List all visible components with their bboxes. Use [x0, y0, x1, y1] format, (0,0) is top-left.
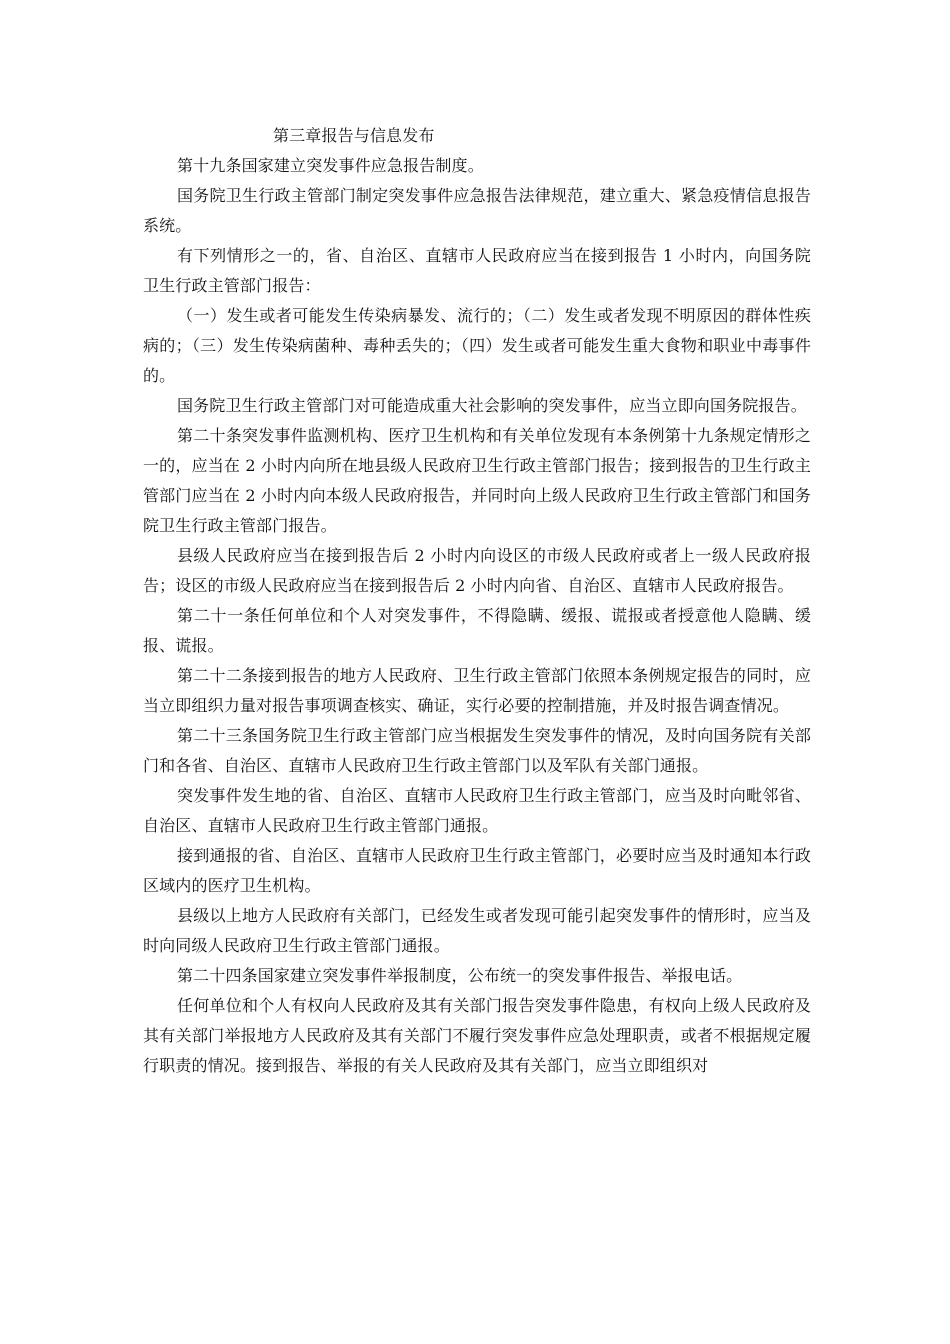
chapter-title: 第三章报告与信息发布: [273, 126, 435, 145]
paragraph-list: （一）发生或者可能发生传染病暴发、流行的；（二）发生或者发现不明原因的群体性疾病的；（三）发生传染病菌种、毒种丢失的；（四）发生或者可能发生重大食物和职业中毒事件的。: [143, 306, 811, 385]
paragraph-article-20: 第二十条突发事件监测机构、医疗卫生机构和有关单位发现有本条例第十九条规定情形之一的，应当在 2 小时内向所在地县级人民政府卫生行政主管部门报告；接到报告的卫生行政主管部门应当在 2 小时内向本级人民政府报告，并同时向上级人民政府卫生行政主管部门和国务院卫生行政主管部门报告。: [143, 426, 811, 535]
paragraph-article-24: 第二十四条国家建立突发事件举报制度，公布统一的突发事件报告、举报电话。: [177, 966, 743, 985]
paragraph-article-21: 第二十一条任何单位和个人对突发事件，不得隐瞒、缓报、谎报或者授意他人隐瞒、缓报、谎报。: [143, 606, 811, 655]
paragraph-article-23: 第二十三条国务院卫生行政主管部门应当根据发生突发事件的情况，及时向国务院有关部门和各省、自治区、直辖市人民政府卫生行政主管部门以及军队有关部门通报。: [143, 726, 811, 775]
document-body: [143, 121, 811, 1081]
paragraph-article-19: 第十九条国家建立突发事件应急报告制度。: [177, 156, 484, 175]
paragraph-article-22: 第二十二条接到报告的地方人民政府、卫生行政主管部门依照本条例规定报告的同时，应当立即组织力量对报告事项调查核实、确证，实行必要的控制措施，并及时报告调查情况。: [143, 666, 811, 715]
paragraph: 突发事件发生地的省、自治区、直辖市人民政府卫生行政主管部门，应当及时向毗邻省、自治区、直辖市人民政府卫生行政主管部门通报。: [143, 786, 811, 835]
paragraph: 任何单位和个人有权向人民政府及其有关部门报告突发事件隐患，有权向上级人民政府及其有关部门举报地方人民政府及其有关部门不履行突发事件应急处理职责，或者不根据规定履行职责的情况。接到报告、举报的有关人民政府及其有关部门，应当立即组织对: [143, 996, 811, 1075]
paragraph: 国务院卫生行政主管部门对可能造成重大社会影响的突发事件，应当立即向国务院报告。: [177, 396, 807, 415]
paragraph: 有下列情形之一的，省、自治区、直辖市人民政府应当在接到报告 1 小时内，向国务院卫生行政主管部门报告：: [143, 246, 811, 295]
paragraph: 接到通报的省、自治区、直辖市人民政府卫生行政主管部门，必要时应当及时通知本行政区域内的医疗卫生机构。: [143, 846, 811, 895]
paragraph: 县级以上地方人民政府有关部门，已经发生或者发现可能引起突发事件的情形时，应当及时向同级人民政府卫生行政主管部门通报。: [143, 906, 811, 955]
paragraph: 县级人民政府应当在接到报告后 2 小时内向设区的市级人民政府或者上一级人民政府报告；设区的市级人民政府应当在接到报告后 2 小时内向省、自治区、直辖市人民政府报告。: [143, 546, 811, 595]
paragraph: 国务院卫生行政主管部门制定突发事件应急报告法律规范，建立重大、紧急疫情信息报告系统。: [143, 186, 811, 235]
